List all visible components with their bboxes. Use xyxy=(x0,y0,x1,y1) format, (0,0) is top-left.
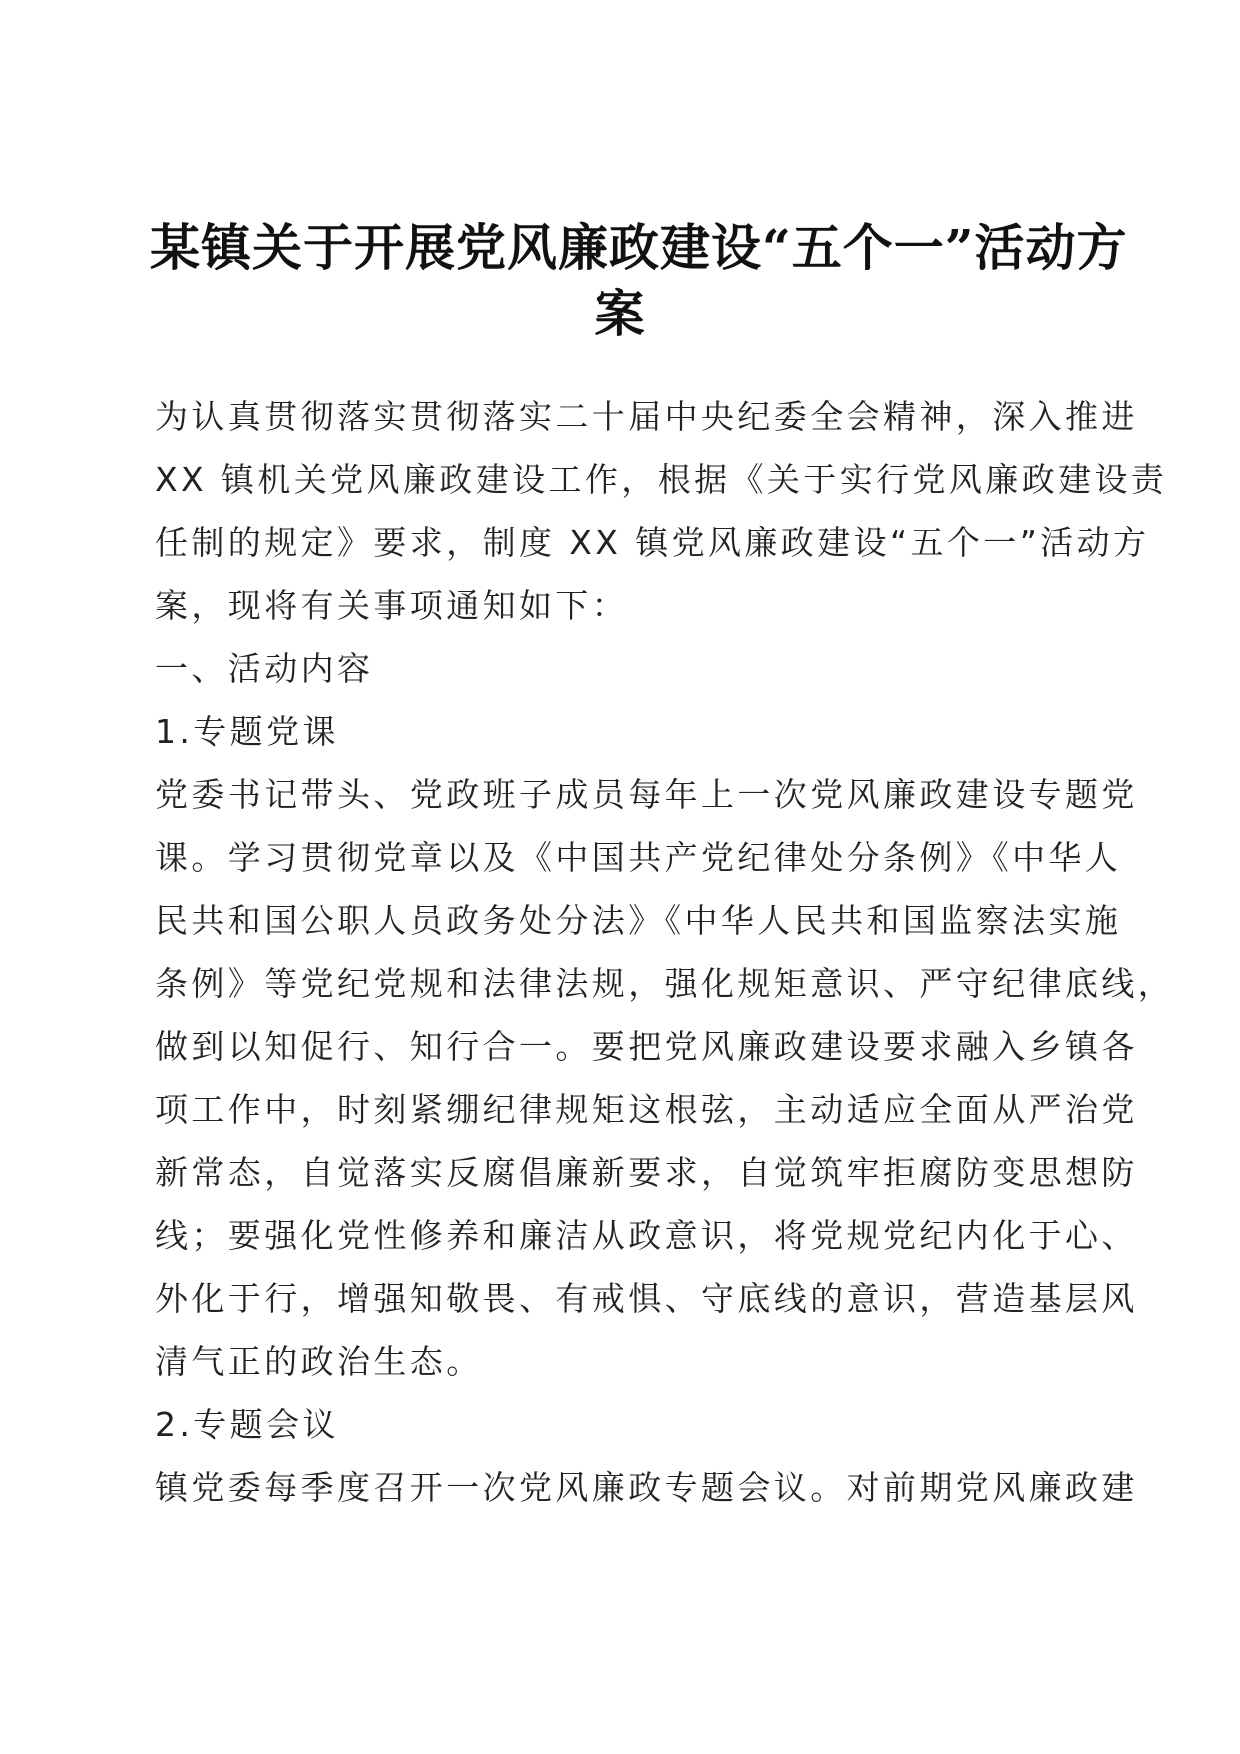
document-title xyxy=(150,215,1128,347)
paragraph-line: 为认真贯彻落实贯彻落实二十届中央纪委全会精神，深入推进 xyxy=(155,397,1138,436)
paragraph-line: 党委书记带头、党政班子成员每年上一次党风廉政建设专题党 xyxy=(155,775,1138,814)
paragraph-line: XX 镇机关党风廉政建设工作，根据《关于实行党风廉政建设责 xyxy=(155,460,1168,499)
paragraph-line: 新常态，自觉落实反腐倡廉新要求，自觉筑牢拒腐防变思想防 xyxy=(155,1153,1138,1192)
paragraph-line: 镇党委每季度召开一次党风廉政专题会议。对前期党风廉政建 xyxy=(155,1468,1138,1507)
document-body xyxy=(155,385,1175,1519)
paragraph-line: 任制的规定》要求，制度 XX 镇党风廉政建设“五个一”活动方 xyxy=(155,523,1150,562)
title-line-1: 某镇关于开展党风廉政建设“五个一”活动方 xyxy=(150,218,1128,277)
paragraph-line: 课。学习贯彻党章以及《中国共产党纪律处分条例》《中华人 xyxy=(155,838,1122,877)
paragraph-line: 民共和国公职人员政务处分法》《中华人民共和国监察法实施 xyxy=(155,901,1122,940)
title-line-2: 案 xyxy=(594,284,646,343)
paragraph-line: 线；要强化党性修养和廉洁从政意识，将党规党纪内化于心、 xyxy=(155,1216,1138,1255)
paragraph-line: 做到以知促行、知行合一。要把党风廉政建设要求融入乡镇各 xyxy=(155,1027,1138,1066)
section-heading: 一、活动内容 xyxy=(155,649,374,688)
paragraph-line: 外化于行，增强知敬畏、有戒惧、守底线的意识，营造基层风 xyxy=(155,1279,1138,1318)
paragraph-line: 条例》等党纪党规和法律法规，强化规矩意识、严守纪律底线， xyxy=(155,964,1175,1003)
paragraph-line: 案，现将有关事项通知如下： xyxy=(155,586,629,625)
subsection-heading: 2.专题会议 xyxy=(155,1405,339,1444)
paragraph-line: 项工作中，时刻紧绷纪律规矩这根弦，主动适应全面从严治党 xyxy=(155,1090,1138,1129)
subsection-heading: 1.专题党课 xyxy=(155,712,339,751)
paragraph-line: 清气正的政治生态。 xyxy=(155,1342,483,1381)
